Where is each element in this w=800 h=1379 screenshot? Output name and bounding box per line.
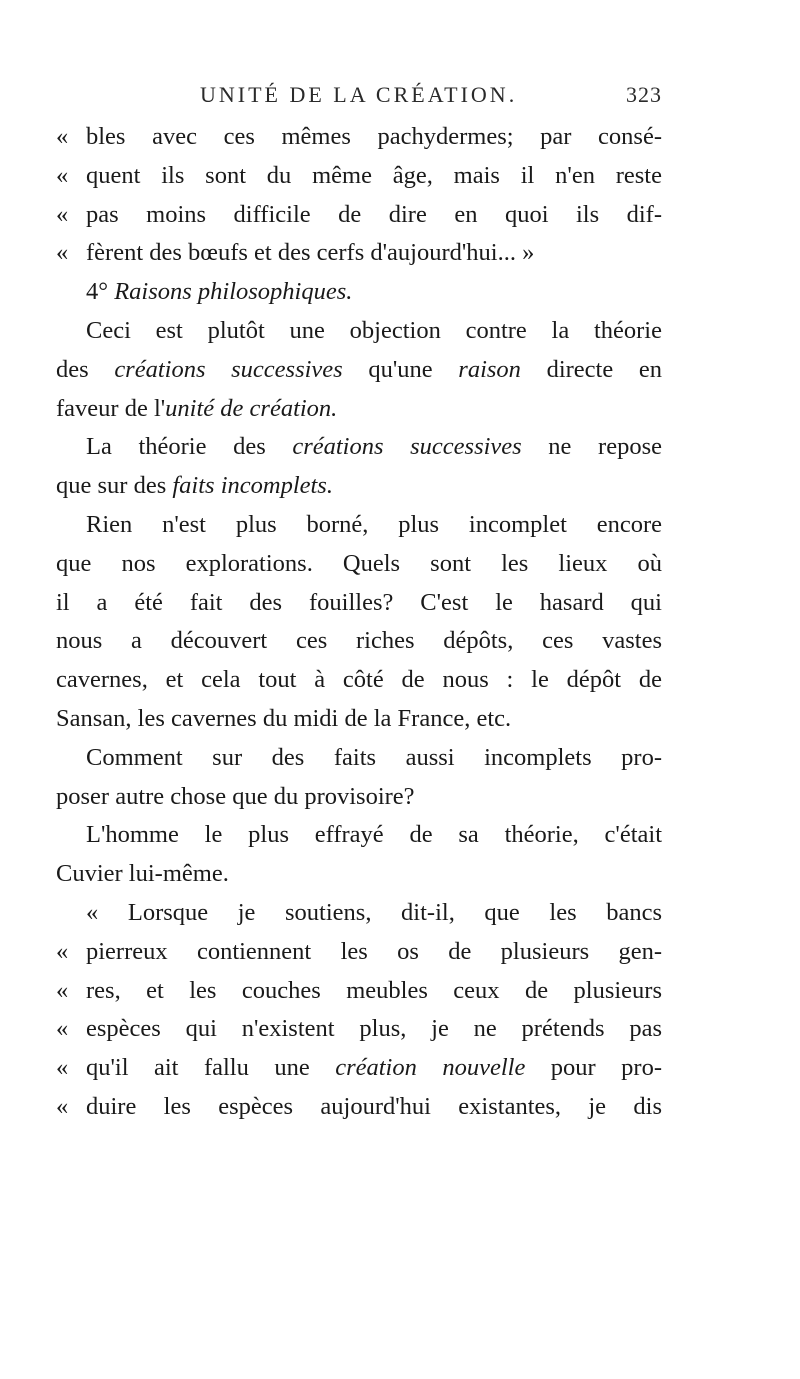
quote-mark: « — [56, 1092, 69, 1120]
text-run: que nos explorations. Quels sont les lieux où — [56, 549, 662, 577]
text-line — [56, 700, 662, 739]
text-line — [56, 661, 662, 700]
text-run: ne repose — [521, 433, 662, 461]
italic-text: unité de création. — [165, 394, 338, 422]
header-title: UNITÉ DE LA CRÉATION. — [200, 82, 518, 107]
text-line — [56, 351, 662, 390]
text-line — [56, 816, 662, 855]
text-run: fèrent des bœufs et des cerfs d'aujourd'hui... » — [86, 239, 535, 267]
text-line — [56, 273, 662, 312]
text-line — [56, 390, 662, 429]
text-line — [56, 778, 662, 817]
italic-text: création nouvelle — [335, 1054, 526, 1082]
running-header — [200, 82, 662, 108]
text-line — [56, 118, 662, 157]
text-run: res, et les couches meubles ceux de plusieurs — [86, 976, 662, 1004]
text-line — [56, 428, 662, 467]
text-run: Comment sur des faits aussi incomplets pro- — [86, 743, 662, 771]
italic-text: créations successives — [114, 355, 343, 383]
quote-mark: « — [56, 1054, 69, 1082]
text-run: nous a découvert ces riches dépôts, ces vastes — [56, 627, 662, 655]
text-run: pour pro- — [525, 1054, 662, 1082]
text-line — [56, 234, 662, 273]
quote-mark: « — [56, 123, 69, 150]
text-line — [56, 855, 662, 894]
text-run: Rien n'est plus borné, plus incomplet encore — [86, 510, 662, 538]
quote-mark: « — [56, 976, 69, 1004]
page-number: 323 — [626, 82, 662, 107]
text-line — [56, 894, 662, 933]
text-run: espèces qui n'existent plus, je ne prétends pas — [86, 1015, 662, 1043]
quote-mark: « — [56, 239, 69, 267]
text-run: cavernes, et cela tout à côté de nous : le dépôt de — [56, 666, 662, 694]
text-run: Sansan, les cavernes du midi de la France, etc. — [56, 704, 512, 732]
text-run: Cuvier lui-même. — [56, 860, 229, 888]
text-run: il a été fait des fouilles? C'est le hasard qui — [56, 588, 662, 616]
text-line — [56, 196, 662, 235]
text-run: quent ils sont du même âge, mais il n'en reste — [86, 161, 662, 189]
text-line — [56, 933, 662, 972]
text-run: poser autre chose que du provisoire? — [56, 782, 415, 810]
text-line — [56, 467, 662, 506]
text-line — [56, 157, 662, 196]
text-line — [56, 622, 662, 661]
italic-text: créations successives — [292, 433, 522, 461]
text-run: directe en — [520, 355, 662, 383]
italic-text: faits incomplets. — [172, 472, 333, 500]
text-line — [56, 739, 662, 778]
text-run: pas moins difficile de dire en quoi ils dif- — [86, 200, 662, 228]
text-line — [56, 506, 662, 545]
text-run: qu'une — [342, 355, 459, 383]
italic-text: Raisons philosophiques. — [114, 278, 353, 306]
body-text — [56, 118, 662, 1127]
italic-text: raison — [458, 355, 521, 383]
text-run: des — [56, 355, 115, 383]
text-line — [56, 1010, 662, 1049]
text-line — [56, 972, 662, 1011]
text-line — [56, 584, 662, 623]
text-run: 4° — [86, 278, 115, 306]
text-line — [56, 545, 662, 584]
text-run: pierreux contiennent les os de plusieurs gen- — [86, 937, 662, 965]
text-run: faveur de l' — [56, 394, 166, 422]
quote-mark: « — [56, 1015, 69, 1043]
quote-mark: « — [56, 937, 69, 965]
quote-mark: « — [56, 161, 69, 189]
text-run: Ceci est plutôt une objection contre la théorie — [86, 316, 662, 344]
text-run: duire les espèces aujourd'hui existantes, je dis — [86, 1092, 662, 1120]
text-line — [56, 1049, 662, 1088]
text-run: L'homme le plus effrayé de sa théorie, c'était — [86, 821, 662, 849]
text-line — [56, 1088, 662, 1127]
text-run: que sur des — [56, 472, 173, 500]
text-line — [56, 312, 662, 351]
quote-mark: « — [56, 200, 69, 228]
text-run: qu'il ait fallu une — [86, 1054, 336, 1082]
text-run: La théorie des — [86, 433, 293, 461]
text-run: bles avec ces mêmes pachydermes; par consé- — [86, 123, 662, 150]
text-run: « Lorsque je soutiens, dit-il, que les bancs — [86, 898, 662, 926]
